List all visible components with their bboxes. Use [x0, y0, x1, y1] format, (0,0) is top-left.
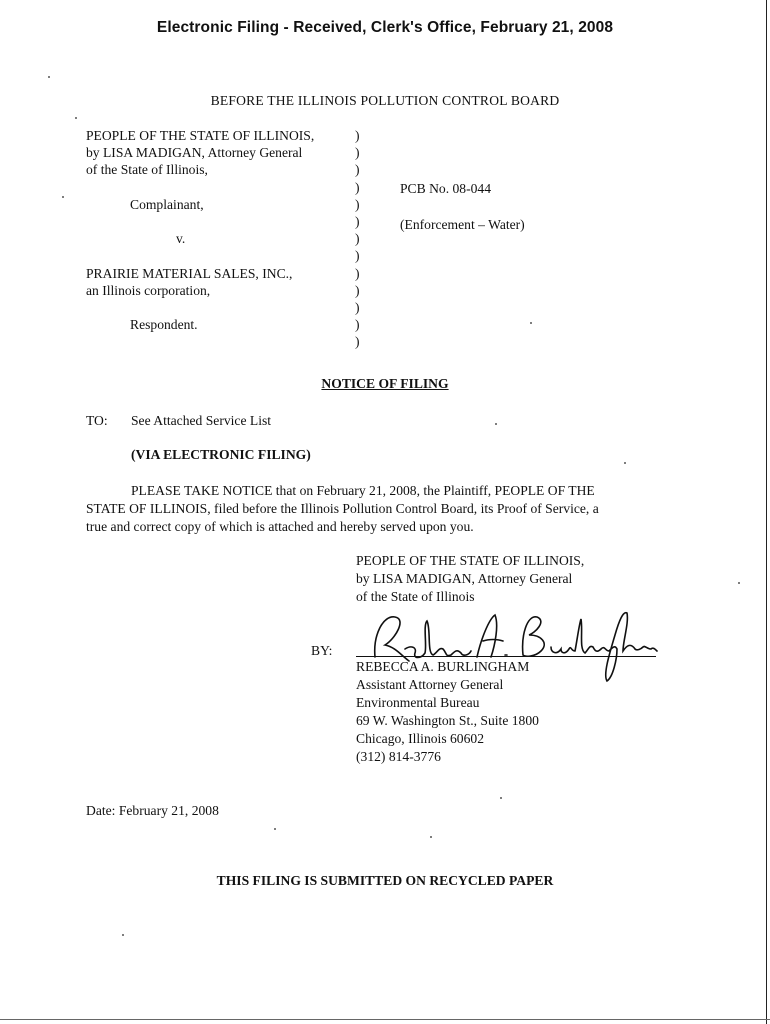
case-caption-parties [86, 127, 366, 333]
caption-line [86, 213, 366, 230]
scan-speck [274, 828, 276, 830]
party-block [356, 552, 584, 606]
caption-paren: ) [355, 128, 360, 143]
scan-speck [500, 797, 502, 799]
scan-speck [48, 76, 50, 78]
caption-paren: ) [355, 162, 360, 178]
signatory-title: Assistant Attorney General [356, 677, 504, 692]
body-line: STATE OF ILLINOIS, filed before the Illinois Pollution Control Board, its Proof of Service, a [86, 501, 599, 516]
signatory-name: REBECCA A. BURLINGHAM [356, 659, 530, 674]
notice-title: NOTICE OF FILING [321, 376, 449, 391]
board-title: BEFORE THE ILLINOIS POLLUTION CONTROL BOARD [210, 93, 560, 108]
signature-line [356, 656, 656, 657]
to-label: TO: [86, 413, 108, 428]
electronic-filing-stamp: Electronic Filing - Received, Clerk's Office, February 21, 2008 [156, 19, 614, 36]
caption-line [86, 299, 366, 316]
recycled-paper-notice: THIS FILING IS SUBMITTED ON RECYCLED PAPER [216, 873, 554, 888]
page-edge-right [766, 0, 767, 1024]
caption-paren: ) [355, 196, 360, 212]
respondent-label: Respondent. [130, 317, 198, 333]
scan-speck [624, 462, 626, 464]
signatory-city: Chicago, Illinois 60602 [356, 731, 484, 746]
via-electronic-filing: (VIA ELECTRONIC FILING) [131, 447, 311, 462]
scan-speck [62, 196, 64, 198]
caption-line: by LISA MADIGAN, Attorney General [86, 145, 303, 161]
caption-paren: ) [355, 231, 360, 247]
case-number: PCB No. 08-044 [400, 181, 492, 196]
caption-paren: ) [355, 248, 360, 264]
scan-speck [75, 117, 77, 119]
scan-speck [530, 322, 532, 324]
caption-paren: ) [355, 317, 360, 333]
caption-parentheses [355, 127, 360, 350]
respondent-description: an Illinois corporation, [86, 282, 211, 298]
case-type: (Enforcement – Water) [400, 217, 525, 232]
versus-label: v. [176, 231, 186, 247]
complainant-label: Complainant, [130, 196, 204, 212]
caption-paren: ) [355, 265, 360, 281]
signatory-block [356, 658, 539, 766]
body-line: PLEASE TAKE NOTICE that on February 21, 2008, the Plaintiff, PEOPLE OF THE [131, 483, 595, 498]
scan-speck [738, 582, 740, 584]
party-line: PEOPLE OF THE STATE OF ILLINOIS, [356, 553, 585, 568]
scan-speck [122, 934, 124, 936]
caption-paren: ) [355, 179, 360, 195]
caption-line [86, 247, 366, 264]
by-label: BY: [311, 643, 333, 658]
caption-paren: ) [355, 299, 360, 315]
scan-speck [430, 836, 432, 838]
party-line: by LISA MADIGAN, Attorney General [356, 571, 573, 586]
caption-paren: ) [355, 282, 360, 298]
respondent-name: PRAIRIE MATERIAL SALES, INC., [86, 265, 293, 281]
caption-line: of the State of Illinois, [86, 162, 208, 178]
scan-speck [495, 423, 497, 425]
caption-paren: ) [355, 334, 360, 350]
signatory-phone: (312) 814-3776 [356, 749, 441, 764]
caption-paren: ) [355, 145, 360, 161]
caption-line [86, 179, 366, 196]
party-line: of the State of Illinois [356, 589, 475, 604]
caption-line: PEOPLE OF THE STATE OF ILLINOIS, [86, 128, 315, 143]
signatory-bureau: Environmental Bureau [356, 695, 480, 710]
page-edge-bottom [0, 1019, 770, 1020]
notice-body [86, 482, 666, 536]
body-line: true and correct copy of which is attached and hereby served upon you. [86, 519, 474, 534]
service-list-reference: See Attached Service List [131, 413, 272, 428]
caption-paren: ) [355, 213, 360, 229]
filing-date: Date: February 21, 2008 [86, 803, 219, 818]
signatory-street: 69 W. Washington St., Suite 1800 [356, 713, 539, 728]
